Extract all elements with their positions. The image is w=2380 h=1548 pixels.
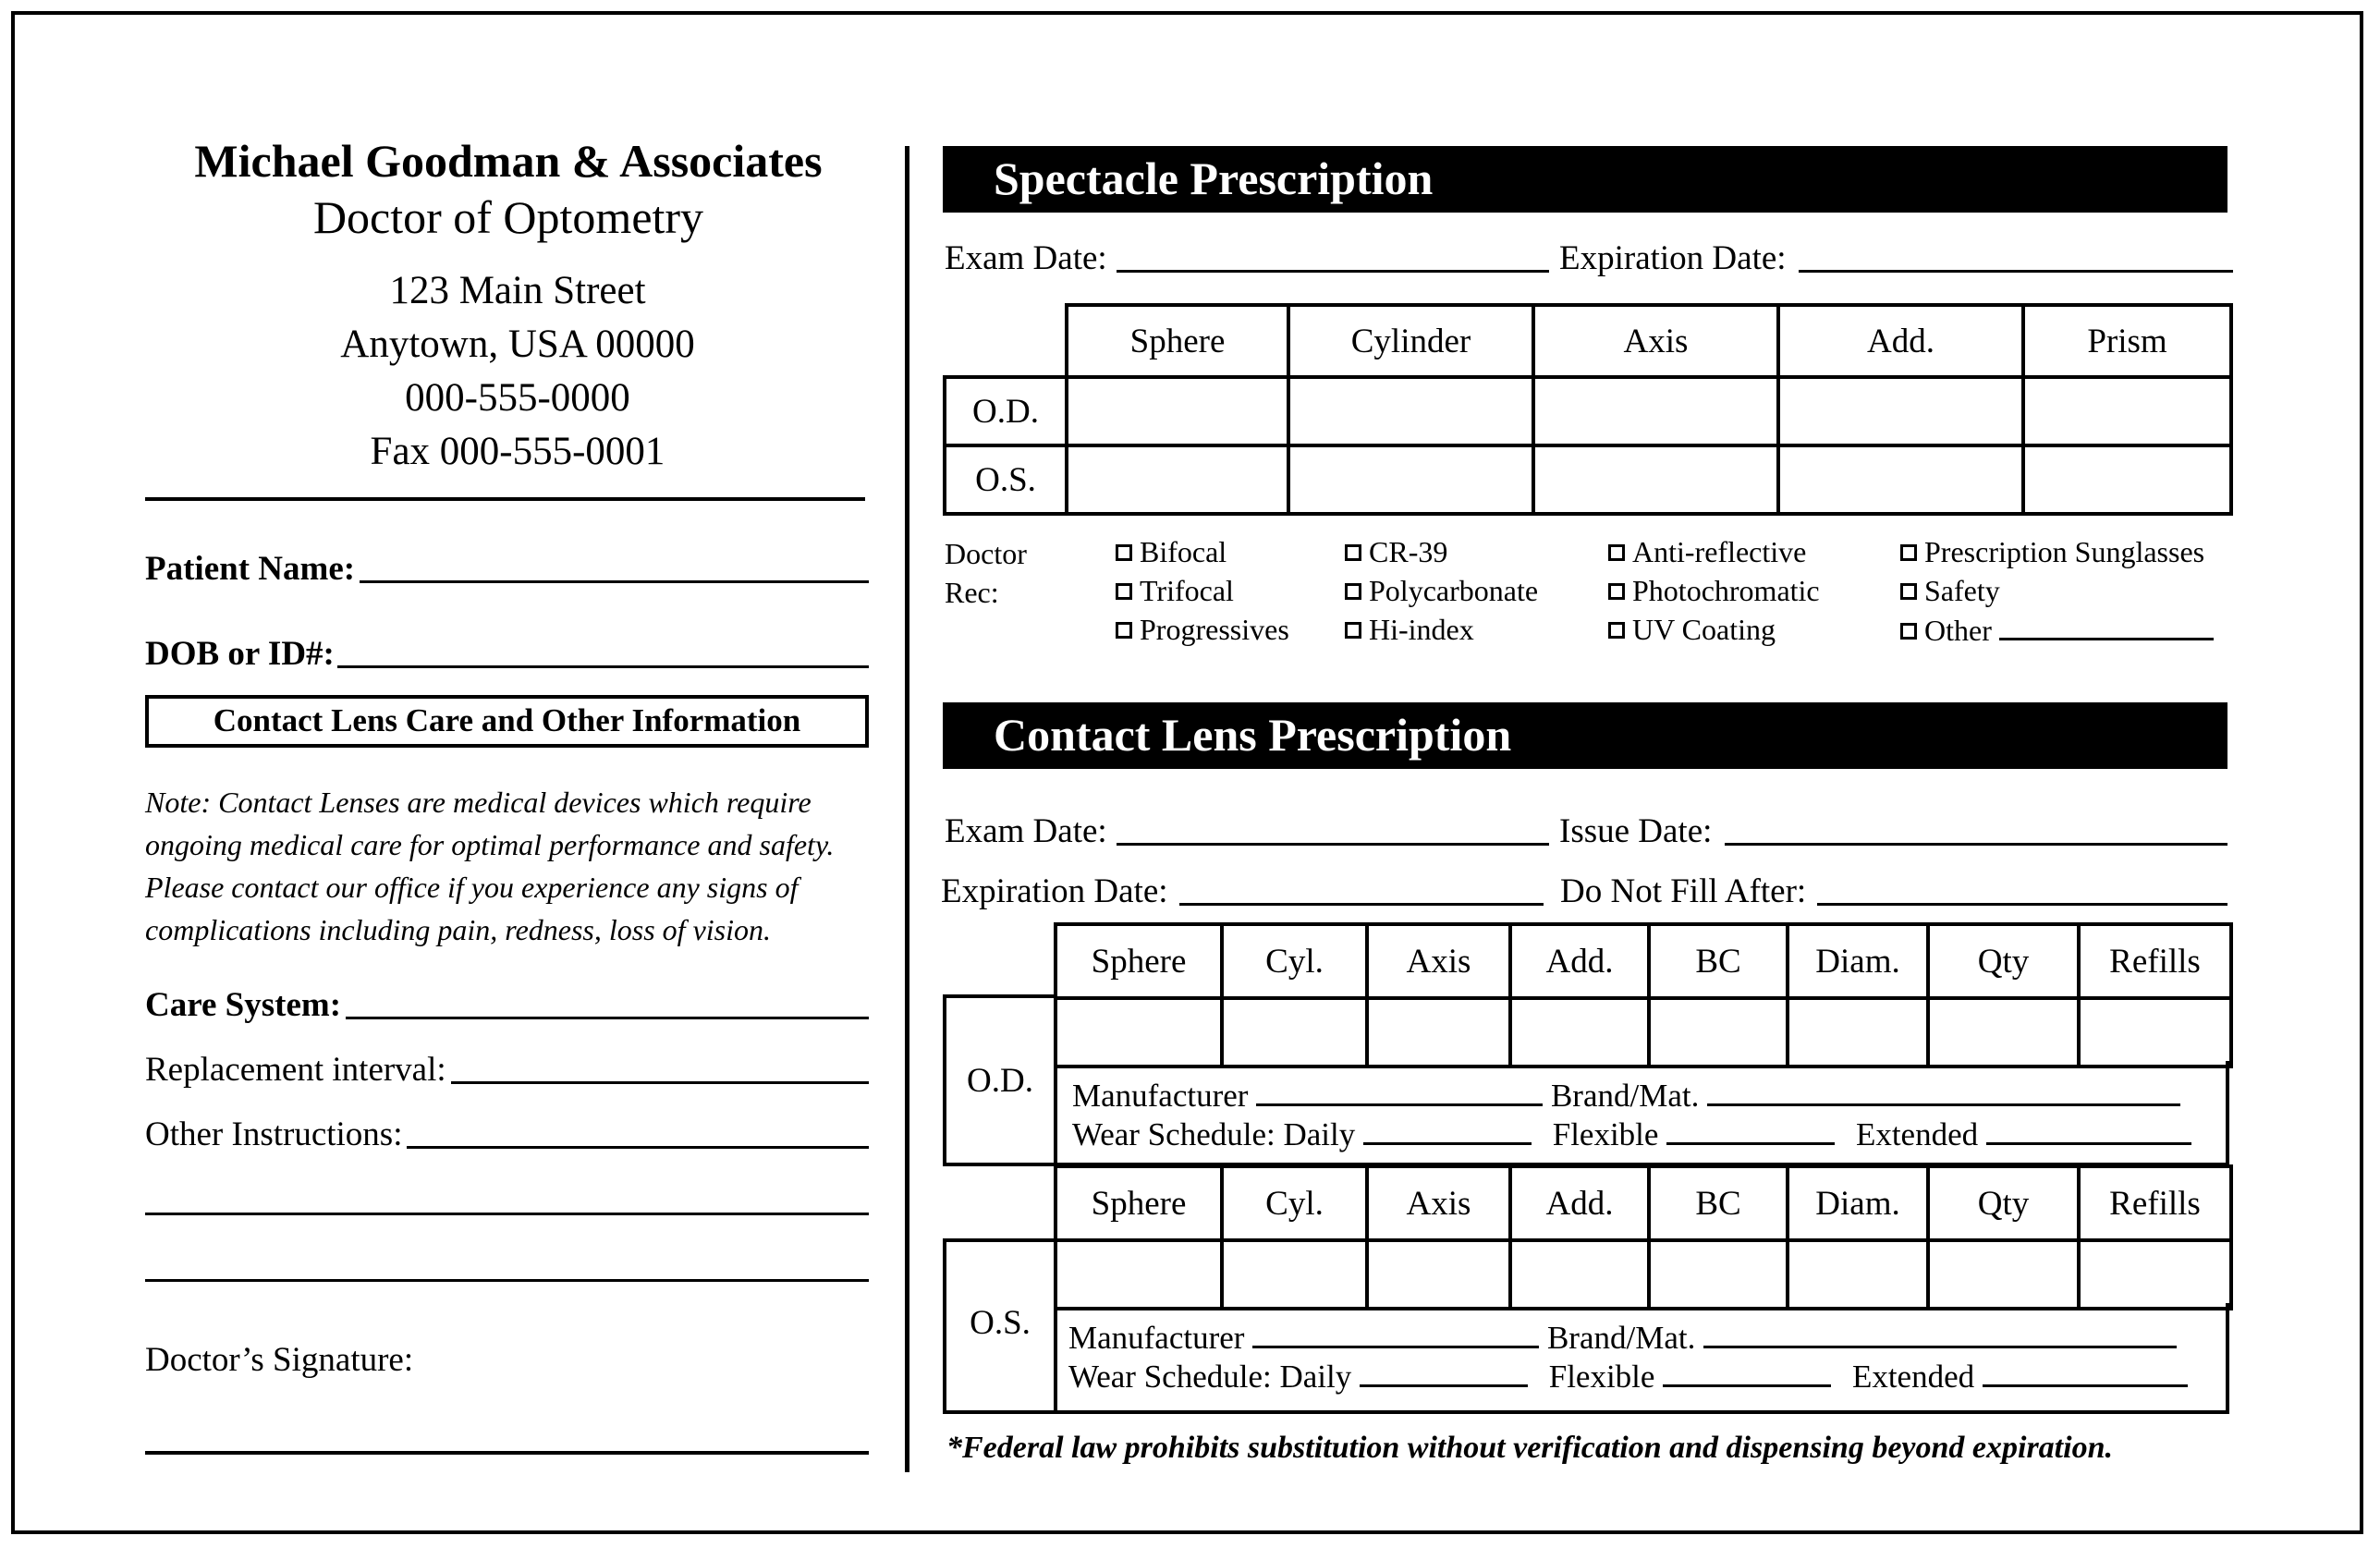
od-prism-cell[interactable] [2023, 377, 2231, 445]
checkbox-label: Progressives [1140, 613, 1289, 646]
column-header: Diam. [1788, 1166, 1928, 1240]
checkbox-icon[interactable] [1608, 583, 1625, 600]
od-wear-row [1072, 1115, 2191, 1153]
column-header: Diam. [1788, 924, 1928, 998]
od-lens-table [1054, 922, 2233, 1068]
od-lens-diam-cell[interactable] [1788, 998, 1928, 1067]
checkbox-label: Polycarbonate [1369, 574, 1539, 607]
column-header: Cylinder [1288, 305, 1533, 377]
checkbox-icon[interactable] [1608, 622, 1625, 639]
care-note-line: complications including pain, redness, loss of vision. [145, 913, 771, 946]
od-lens-label: O.D. [967, 1062, 1033, 1100]
os-flexible-field[interactable] [1663, 1357, 1831, 1387]
care-note-line: ongoing medical care for optimal performance and safety. [145, 828, 835, 861]
os-cylinder-cell[interactable] [1288, 445, 1533, 514]
contact-expiration-field[interactable] [1179, 903, 1544, 906]
column-header: BC [1649, 924, 1788, 998]
manufacturer-label: Manufacturer [1072, 1078, 1249, 1114]
checkbox-label: Hi-index [1369, 613, 1474, 646]
checkbox-label: Anti-reflective [1632, 535, 1807, 568]
os-lens-axis-cell[interactable] [1367, 1240, 1510, 1309]
extended-label: Extended [1855, 1116, 1979, 1152]
checkbox-prescription-sunglasses[interactable] [1900, 532, 2214, 571]
patient-name-field[interactable] [360, 580, 869, 583]
address-line-2: Anytown, USA 00000 [340, 323, 695, 366]
checkbox-icon[interactable] [1900, 544, 1917, 561]
column-header: Axis [1367, 1166, 1510, 1240]
other-instructions-label: Other Instructions: [145, 1115, 403, 1153]
fax-number: Fax 000-555-0001 [370, 430, 665, 473]
os-lens-refills-cell[interactable] [2079, 1240, 2231, 1309]
od-flexible-field[interactable] [1666, 1115, 1835, 1145]
spectacle-heading: Spectacle Prescription [943, 146, 2227, 213]
issue-date-label: Issue Date: [1559, 812, 1713, 850]
os-wear-row [1068, 1357, 2188, 1396]
care-note-line: Note: Contact Lenses are medical devices which require [145, 786, 812, 819]
practice-title: Doctor of Optometry [312, 191, 704, 243]
checkbox-label: UV Coating [1632, 613, 1776, 646]
os-add-cell[interactable] [1778, 445, 2023, 514]
brand-label: Brand/Mat. [1546, 1320, 1696, 1356]
flexible-label: Flexible [1548, 1359, 1655, 1395]
signature-field[interactable] [145, 1451, 869, 1455]
checkbox-label: Other [1924, 614, 1992, 647]
os-extended-field[interactable] [1983, 1357, 2188, 1387]
os-lens-add-cell[interactable] [1510, 1240, 1649, 1309]
od-lens-axis-cell[interactable] [1367, 998, 1510, 1067]
checkbox-icon[interactable] [1345, 622, 1361, 639]
care-system-label: Care System: [145, 986, 342, 1024]
os-lens-sphere-cell[interactable] [1056, 1240, 1222, 1309]
os-manufacturer-row [1068, 1318, 2177, 1357]
checkbox-bifocal[interactable] [1116, 532, 1289, 571]
os-daily-field[interactable] [1360, 1357, 1528, 1387]
os-manufacturer-field[interactable] [1252, 1318, 1539, 1348]
os-lens-cyl-cell[interactable] [1222, 1240, 1367, 1309]
extended-label: Extended [1851, 1359, 1975, 1395]
checkbox-label: CR-39 [1369, 535, 1448, 568]
os-sphere-cell[interactable] [1067, 445, 1288, 514]
column-header: Add. [1778, 305, 2023, 377]
column-header: Qty [1928, 924, 2079, 998]
address-line-1: 123 Main Street [389, 269, 646, 312]
rec-options-col-2 [1345, 532, 1538, 649]
os-lens-label: O.S. [970, 1304, 1031, 1342]
column-header: Qty [1928, 1166, 2079, 1240]
checkbox-icon[interactable] [1116, 583, 1132, 600]
od-add-cell[interactable] [1778, 377, 2023, 445]
contact-exam-date-label: Exam Date: [945, 812, 1107, 850]
care-note [145, 781, 885, 951]
os-prism-cell[interactable] [2023, 445, 2231, 514]
header-rule [145, 497, 865, 501]
od-manufacturer-field[interactable] [1256, 1076, 1543, 1106]
od-sphere-cell[interactable] [1067, 377, 1288, 445]
od-lens-refills-cell[interactable] [2079, 998, 2231, 1067]
column-header: Cyl. [1222, 924, 1367, 998]
checkbox-photochromatic[interactable] [1608, 571, 1820, 610]
checkbox-label: Trifocal [1140, 574, 1234, 607]
os-axis-cell[interactable] [1533, 445, 1778, 514]
doctor-rec-label-line: Doctor [945, 537, 1027, 570]
od-cylinder-cell[interactable] [1288, 377, 1533, 445]
other-instructions-line-3[interactable] [145, 1279, 869, 1282]
column-header: Add. [1510, 1166, 1649, 1240]
os-lens-table [1054, 1164, 2233, 1310]
od-lens-bc-cell[interactable] [1649, 998, 1788, 1067]
spectacle-expiration-field[interactable] [1799, 270, 2233, 273]
column-header: Refills [2079, 924, 2231, 998]
od-lens-cyl-cell[interactable] [1222, 998, 1367, 1067]
issue-date-field[interactable] [1725, 843, 2227, 846]
checkbox-icon[interactable] [1345, 544, 1361, 561]
dob-label: DOB or ID#: [145, 635, 335, 673]
do-not-fill-label: Do Not Fill After: [1560, 872, 1807, 910]
checkbox-anti-reflective[interactable] [1608, 532, 1820, 571]
contact-heading: Contact Lens Prescription [943, 702, 2227, 769]
checkbox-trifocal[interactable] [1116, 571, 1289, 610]
column-header: BC [1649, 1166, 1788, 1240]
rec-options-col-1 [1116, 532, 1289, 649]
dob-field[interactable] [337, 665, 869, 668]
od-manufacturer-row [1072, 1076, 2180, 1115]
practice-name: Michael Goodman & Associates [194, 135, 823, 187]
phone-number: 000-555-0000 [405, 376, 630, 420]
column-header: Axis [1533, 305, 1778, 377]
os-lens-diam-cell[interactable] [1788, 1240, 1928, 1309]
patient-name-label: Patient Name: [145, 550, 356, 588]
contact-exam-date-field[interactable] [1117, 843, 1549, 846]
checkbox-label: Photochromatic [1632, 574, 1820, 607]
rec-options-col-4 [1900, 532, 2214, 650]
other-instructions-line-2[interactable] [145, 1213, 869, 1215]
care-section-heading: Contact Lens Care and Other Information [145, 695, 869, 748]
od-daily-field[interactable] [1363, 1115, 1532, 1145]
doctor-rec-label-line: Rec: [945, 576, 999, 609]
spectacle-exam-date-label: Exam Date: [945, 239, 1107, 277]
signature-label: Doctor’s Signature: [145, 1341, 414, 1379]
od-brand-field[interactable] [1707, 1076, 2180, 1106]
row-header-os: O.S. [945, 445, 1067, 514]
checkbox-cr39[interactable] [1345, 532, 1538, 571]
brand-label: Brand/Mat. [1550, 1078, 1700, 1114]
doctor-rec-label [945, 534, 1027, 612]
wear-schedule-label: Wear Schedule: Daily [1068, 1359, 1352, 1395]
replacement-interval-field[interactable] [451, 1081, 869, 1084]
column-header: Sphere [1056, 924, 1222, 998]
do-not-fill-field[interactable] [1817, 903, 2227, 906]
checkbox-progressives[interactable] [1116, 610, 1289, 649]
checkbox-label: Safety [1924, 574, 2000, 607]
checkbox-label: Bifocal [1140, 535, 1227, 568]
od-lens-sphere-cell[interactable] [1056, 998, 1222, 1067]
replacement-interval-label: Replacement interval: [145, 1051, 446, 1089]
od-lens-add-cell[interactable] [1510, 998, 1649, 1067]
os-lens-qty-cell[interactable] [1928, 1240, 2079, 1309]
checkbox-icon[interactable] [1608, 544, 1625, 561]
column-header: Axis [1367, 924, 1510, 998]
checkbox-polycarbonate[interactable] [1345, 571, 1538, 610]
care-system-field[interactable] [346, 1017, 869, 1019]
spectacle-table [943, 303, 2233, 516]
os-lens-bc-cell[interactable] [1649, 1240, 1788, 1309]
column-divider [905, 146, 909, 1472]
wear-schedule-label: Wear Schedule: Daily [1072, 1116, 1356, 1152]
flexible-label: Flexible [1552, 1116, 1659, 1152]
column-header: Sphere [1067, 305, 1288, 377]
column-header: Sphere [1056, 1166, 1222, 1240]
manufacturer-label: Manufacturer [1068, 1320, 1245, 1356]
checkbox-safety[interactable] [1900, 571, 2214, 610]
checkbox-icon[interactable] [1900, 623, 1917, 640]
spectacle-exam-date-field[interactable] [1117, 270, 1549, 273]
column-header: Cyl. [1222, 1166, 1367, 1240]
checkbox-other[interactable] [1900, 610, 2214, 650]
other-field[interactable] [1999, 610, 2214, 640]
other-instructions-field[interactable] [407, 1146, 869, 1149]
od-extended-field[interactable] [1986, 1115, 2191, 1145]
column-header: Prism [2023, 305, 2231, 377]
checkbox-icon[interactable] [1900, 583, 1917, 600]
checkbox-hi-index[interactable] [1345, 610, 1538, 649]
table-corner [945, 305, 1067, 377]
contact-expiration-label: Expiration Date: [941, 872, 1168, 910]
column-header: Add. [1510, 924, 1649, 998]
os-brand-field[interactable] [1703, 1318, 2177, 1348]
od-lens-qty-cell[interactable] [1928, 998, 2079, 1067]
care-note-line: Please contact our office if you experience any signs of [145, 871, 799, 904]
checkbox-icon[interactable] [1116, 622, 1132, 639]
checkbox-uv-coating[interactable] [1608, 610, 1820, 649]
federal-law-note: *Federal law prohibits substitution without verification and dispensing beyond expiration. [946, 1431, 2113, 1465]
checkbox-icon[interactable] [1116, 544, 1132, 561]
rec-options-col-3 [1608, 532, 1820, 649]
spectacle-expiration-label: Expiration Date: [1559, 239, 1787, 277]
row-header-od: O.D. [945, 377, 1067, 445]
od-axis-cell[interactable] [1533, 377, 1778, 445]
checkbox-label: Prescription Sunglasses [1924, 535, 2205, 568]
column-header: Refills [2079, 1166, 2231, 1240]
checkbox-icon[interactable] [1345, 583, 1361, 600]
